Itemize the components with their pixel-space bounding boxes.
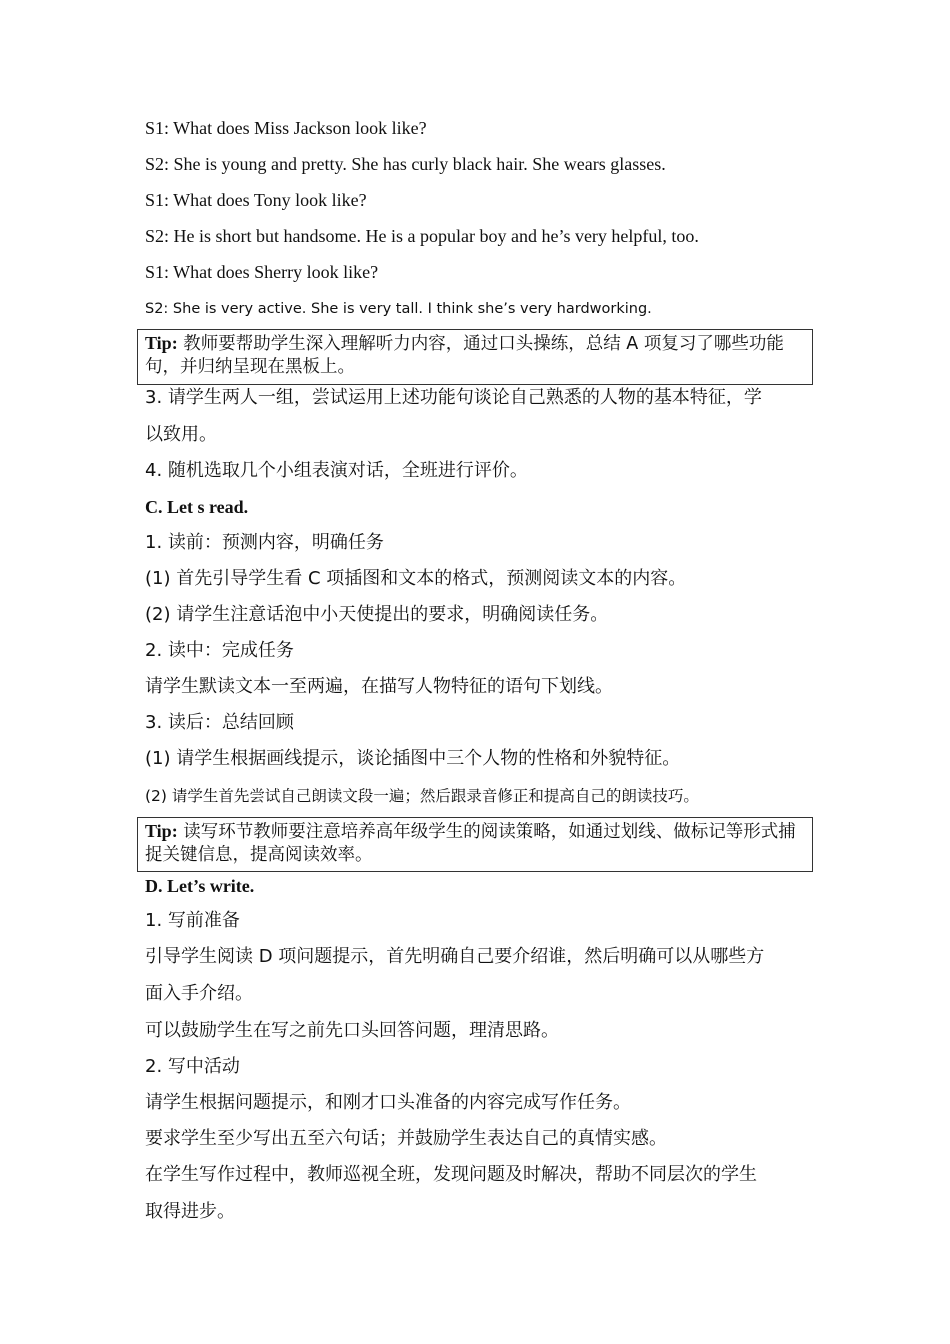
tip-label: Tip: — [145, 333, 178, 353]
section-d-item: 面入手介绍。 — [145, 983, 253, 1004]
section-c-item: (2) 请学生首先尝试自己朗读文段一遍；然后跟录音修正和提高自己的朗读技巧。 — [145, 787, 699, 805]
section-d-item: 1. 写前准备 — [145, 910, 240, 931]
section-d-item: 请学生根据问题提示，和刚才口头准备的内容完成写作任务。 — [145, 1092, 631, 1113]
dialogue-line: S1: What does Miss Jackson look like? — [145, 118, 427, 138]
step-3-line-1: 3. 请学生两人一组，尝试运用上述功能句谈论自己熟悉的人物的基本特征，学 — [145, 387, 762, 408]
section-d-item: 引导学生阅读 D 项问题提示，首先明确自己要介绍谁，然后明确可以从哪些方 — [145, 946, 765, 967]
section-d-item: 取得进步。 — [145, 1201, 235, 1222]
section-d-item: 2. 写中活动 — [145, 1056, 240, 1077]
step-3-line-2: 以致用。 — [145, 424, 217, 445]
section-c-item: (2) 请学生注意话泡中小天使提出的要求，明确阅读任务。 — [145, 604, 609, 625]
tip-text: 读写环节教师要注意培养高年级学生的阅读策略，如通过划线、做标记等形式捕捉关键信息，提高阅读效率。 — [145, 822, 796, 865]
tip-text: 教师要帮助学生深入理解听力内容，通过口头操练，总结 A 项复习了哪些功能句，并归纳呈现在黑板上。 — [145, 334, 784, 377]
dialogue-line: S1: What does Sherry look like? — [145, 262, 379, 282]
dialogue-line: S2: She is young and pretty. She has curly black hair. She wears glasses. — [145, 154, 666, 174]
section-c-item: 3. 读后：总结回顾 — [145, 712, 294, 733]
section-d-item: 在学生写作过程中，教师巡视全班，发现问题及时解决，帮助不同层次的学生 — [145, 1164, 757, 1185]
section-d-item: 可以鼓励学生在写之前先口头回答问题，理清思路。 — [145, 1020, 559, 1041]
dialogue-line: S2: She is very active. She is very tall. I think she’s very hardworking. — [145, 301, 652, 317]
tip-box-listening — [137, 329, 813, 385]
section-c-item: 2. 读中：完成任务 — [145, 640, 294, 661]
section-c-item: (1) 请学生根据画线提示，谈论插图中三个人物的性格和外貌特征。 — [145, 748, 681, 769]
section-c-item: 1. 读前：预测内容，明确任务 — [145, 532, 384, 553]
section-c-item: (1) 首先引导学生看 C 项插图和文本的格式，预测阅读文本的内容。 — [145, 568, 687, 589]
section-c-heading: C. Let s read. — [145, 497, 249, 517]
dialogue-line: S2: He is short but handsome. He is a popular boy and he’s very helpful, too. — [145, 226, 699, 246]
tip-box-reading — [137, 817, 813, 872]
tip-label: Tip: — [145, 821, 178, 841]
section-d-item: 要求学生至少写出五至六句话；并鼓励学生表达自己的真情实感。 — [145, 1128, 667, 1149]
section-d-heading: D. Let’s write. — [145, 876, 255, 896]
step-4: 4. 随机选取几个小组表演对话，全班进行评价。 — [145, 460, 528, 481]
dialogue-line: S1: What does Tony look like? — [145, 190, 367, 210]
section-c-item: 请学生默读文本一至两遍，在描写人物特征的语句下划线。 — [145, 676, 613, 697]
